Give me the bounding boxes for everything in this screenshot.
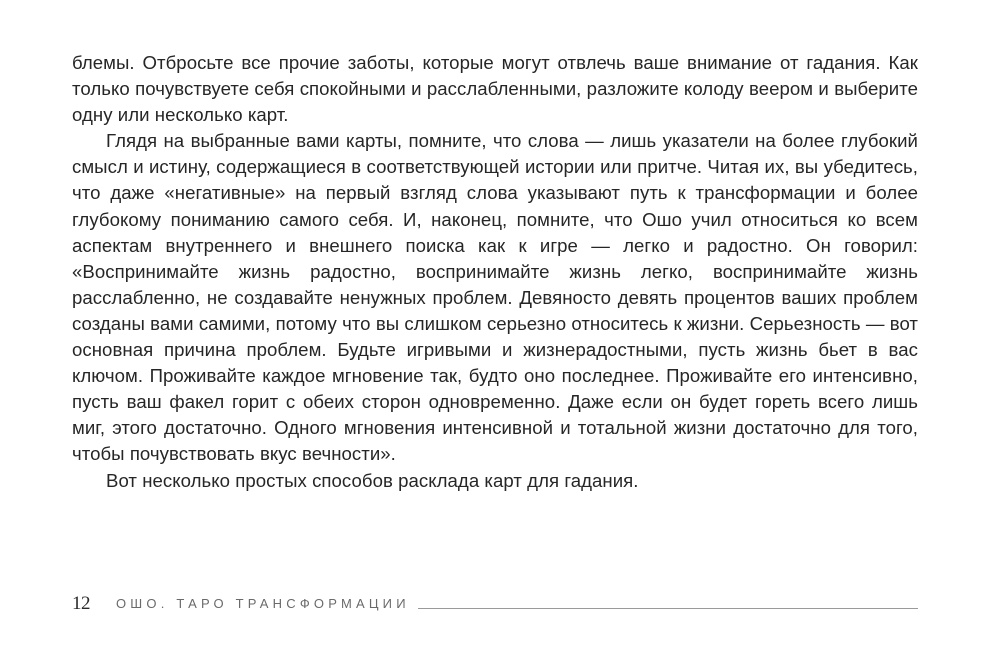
page-footer: [72, 592, 918, 616]
body-text: [72, 50, 918, 494]
page-number: 12: [72, 593, 90, 614]
paragraph-spreads-intro: Вот несколько простых способов расклада карт для гадания.: [106, 469, 639, 491]
paragraph-osho-quote: Глядя на выбранные вами карты, помните, что слова — лишь указатели на более глубокий смысл и истину, содержащиеся в соответствующей истории или притче. Читая их, вы убедитесь, что даже «негативные» на первый взгляд слова указывают путь к трансформации и более глубокому пониманию самого себя. И, наконец, помните, что Ошо учил относиться ко всем аспектам внутреннего и внешнего поиска как к игре — легко и радостно. Он говорил: «Воспринимайте жизнь радостно, воспринимайте жизнь легко, воспринимайте жизнь расслабленно, не создавайте ненужных проблем. Девяносто девять процентов ваших проблем созданы вами самими, потому что вы слишком серьезно относитесь к жизни. Серьезность — вот основная причина проблем. Будьте игривыми и жизнерадостными, пусть жизнь бьет в вас ключом. Проживайте каждое мгновение так, будто оно последнее. Проживайте его интенсивно, пусть ваш факел горит с обеих сторон одновременно. Даже если он будет гореть всего лишь миг, этого достаточно. Одного мгновения интенсивной и тотальной жизни достаточно для того, чтобы почувствовать вкус вечности».: [72, 130, 918, 465]
paragraph-continuation: блемы. Отбросьте все прочие заботы, которые могут отвлечь ваше внимание от гадания. Как только почувствуете себя спокойными и расслабленными, разложите колоду веером и выберите одну или несколько карт.: [72, 52, 918, 126]
running-title: ОШО. ТАРО ТРАНСФОРМАЦИИ: [116, 596, 410, 611]
footer-rule: [418, 608, 918, 609]
